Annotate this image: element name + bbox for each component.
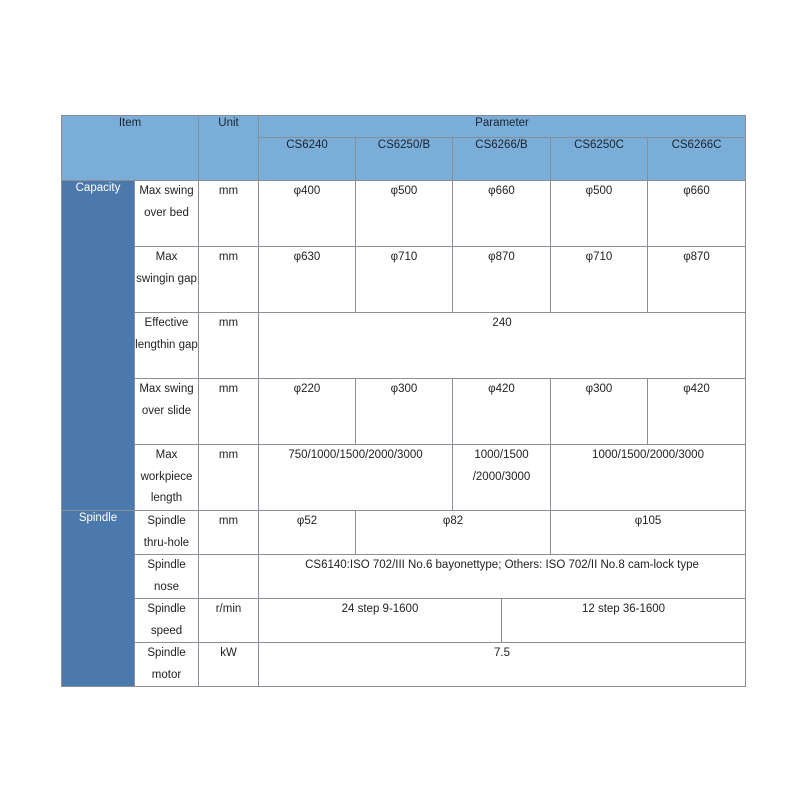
group-spindle: Spindle <box>62 511 135 687</box>
header-item: Item <box>62 116 199 181</box>
value-cell: φ710 <box>551 247 648 313</box>
value-cell: 7.5 <box>259 643 746 687</box>
value-cell: φ82 <box>356 511 551 555</box>
value-cell: φ500 <box>551 181 648 247</box>
item-label: Spindle nose <box>135 555 199 599</box>
header-unit: Unit <box>199 116 259 181</box>
value-cell: φ710 <box>356 247 453 313</box>
group-capacity: Capacity <box>62 181 135 511</box>
value-cell: φ870 <box>648 247 746 313</box>
model-header: CS6250/B <box>356 138 453 181</box>
model-header: CS6266/B <box>453 138 551 181</box>
unit-cell: mm <box>199 445 259 511</box>
item-label: Max swingin gap <box>135 247 199 313</box>
item-label: Spindle speed <box>135 599 199 643</box>
value-cell: φ420 <box>648 379 746 445</box>
header-parameter: Parameter <box>259 116 746 138</box>
value-cell: φ660 <box>648 181 746 247</box>
unit-cell: r/min <box>199 599 259 643</box>
unit-cell: mm <box>199 511 259 555</box>
item-label: Spindle motor <box>135 643 199 687</box>
item-label: Spindle thru-hole <box>135 511 199 555</box>
spec-table <box>61 115 746 687</box>
value-cell: φ300 <box>356 379 453 445</box>
value-cell: φ870 <box>453 247 551 313</box>
value-cell: φ660 <box>453 181 551 247</box>
value-cell: 1000/1500 /2000/3000 <box>453 445 551 511</box>
item-label: Max swing over bed <box>135 181 199 247</box>
value-cell: φ105 <box>551 511 746 555</box>
unit-cell: mm <box>199 379 259 445</box>
unit-cell: mm <box>199 313 259 379</box>
value-cell: φ52 <box>259 511 356 555</box>
value-cell: φ400 <box>259 181 356 247</box>
value-cell: 1000/1500/2000/3000 <box>551 445 746 511</box>
value-cell: 24 step 9-1600 <box>259 599 502 643</box>
value-cell: φ420 <box>453 379 551 445</box>
value-cell: φ300 <box>551 379 648 445</box>
model-header: CS6250C <box>551 138 648 181</box>
value-cell: φ500 <box>356 181 453 247</box>
model-header: CS6266C <box>648 138 746 181</box>
item-label: Max swing over slide <box>135 379 199 445</box>
value-cell: 750/1000/1500/2000/3000 <box>259 445 453 511</box>
unit-cell <box>199 555 259 599</box>
item-label: Max workpiece length <box>135 445 199 511</box>
value-cell: φ630 <box>259 247 356 313</box>
unit-cell: kW <box>199 643 259 687</box>
model-header: CS6240 <box>259 138 356 181</box>
unit-cell: mm <box>199 181 259 247</box>
value-cell: φ220 <box>259 379 356 445</box>
value-cell: CS6140:ISO 702/III No.6 bayonettype; Others: ISO 702/II No.8 cam-lock type <box>259 555 746 599</box>
value-cell: 12 step 36-1600 <box>502 599 746 643</box>
value-cell: 240 <box>259 313 746 379</box>
item-label: Effective lengthin gap <box>135 313 199 379</box>
unit-cell: mm <box>199 247 259 313</box>
